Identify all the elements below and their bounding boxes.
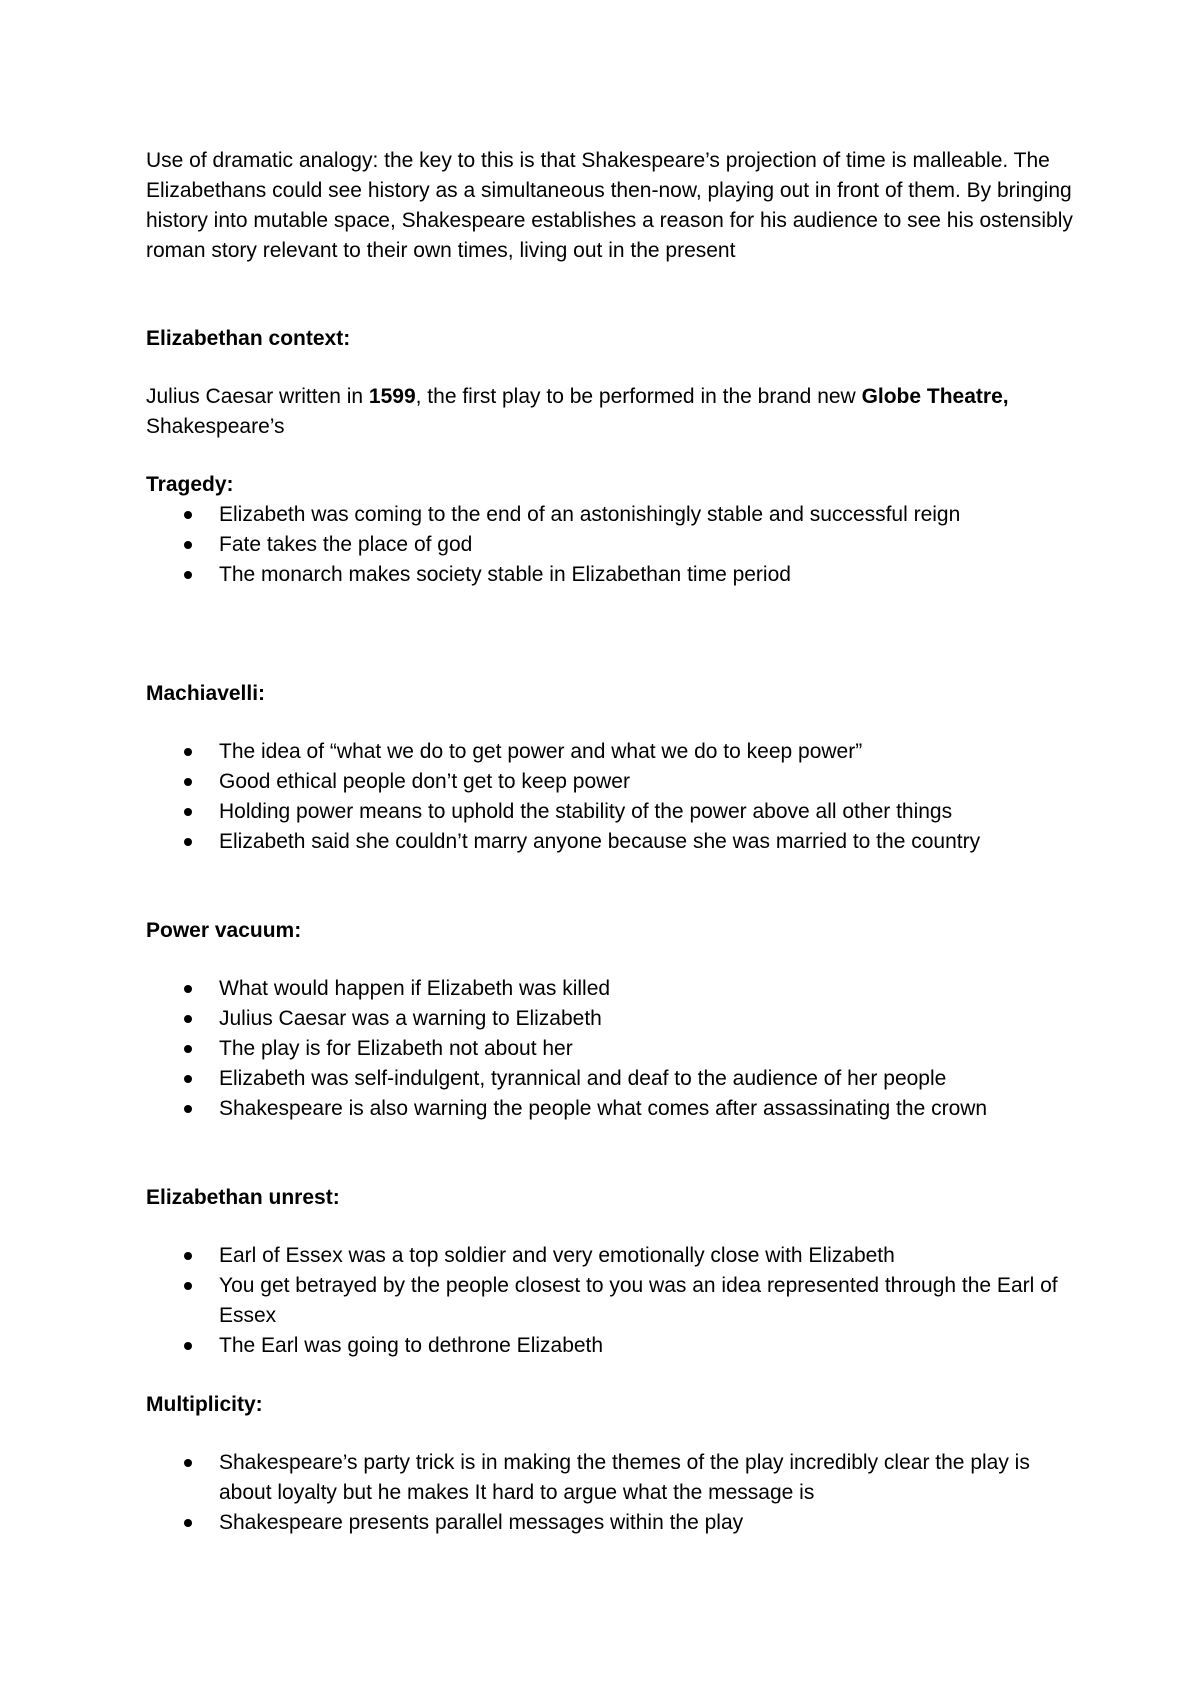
unrest-list xyxy=(146,1241,1076,1361)
bullet-icon xyxy=(184,1252,192,1260)
list-item xyxy=(146,827,1076,857)
list-item xyxy=(146,1331,1076,1361)
list-item-text: The monarch makes society stable in Elizabethan time period xyxy=(219,563,791,586)
heading-power-vacuum: Power vacuum: xyxy=(146,919,302,942)
bullet-icon xyxy=(184,808,192,816)
bullet-icon xyxy=(184,1105,192,1113)
list-item xyxy=(146,797,1076,827)
list-item-text: What would happen if Elizabeth was killed xyxy=(219,977,611,1000)
list-item-text: Elizabeth was self-indulgent, tyrannical and deaf to the audience of her people xyxy=(219,1067,947,1090)
bullet-icon xyxy=(184,1519,192,1527)
list-item xyxy=(146,1064,1076,1094)
multiplicity-list xyxy=(146,1448,1076,1538)
list-item-text: Shakespeare is also warning the people what comes after assassinating the crown xyxy=(219,1097,988,1120)
list-item-text: Earl of Essex was a top soldier and very emotionally close with Elizabeth xyxy=(219,1244,895,1267)
document-body xyxy=(146,146,1076,1538)
bullet-icon xyxy=(184,985,192,993)
list-item-text: You get betrayed by the people closest to you was an idea represented through the Earl of Essex xyxy=(219,1274,1058,1327)
list-item-text: The idea of “what we do to get power and what we do to keep power” xyxy=(219,740,863,763)
heading-elizabethan-context: Elizabethan context: xyxy=(146,327,351,350)
list-item xyxy=(146,974,1076,1004)
bullet-icon xyxy=(184,748,192,756)
list-item xyxy=(146,1271,1076,1331)
bullet-icon xyxy=(184,1459,192,1467)
list-item xyxy=(146,1508,1076,1538)
context-text-2: , the first play to be performed in the brand new xyxy=(415,385,862,408)
list-item-text: Elizabeth said she couldn’t marry anyone because she was married to the country xyxy=(219,830,981,853)
heading-machiavelli: Machiavelli: xyxy=(146,682,266,705)
list-item xyxy=(146,1004,1076,1034)
list-item-text: Good ethical people don’t get to keep power xyxy=(219,770,630,793)
list-item xyxy=(146,1241,1076,1271)
list-item xyxy=(146,530,1076,560)
list-item xyxy=(146,1448,1076,1508)
heading-multiplicity: Multiplicity: xyxy=(146,1393,263,1416)
list-item-text: Holding power means to uphold the stability of the power above all other things xyxy=(219,800,953,823)
context-text-3: , xyxy=(1002,385,1009,408)
bullet-icon xyxy=(184,511,192,519)
list-item-text: The play is for Elizabeth not about her xyxy=(219,1037,573,1060)
power-vacuum-list xyxy=(146,974,1076,1124)
bullet-icon xyxy=(184,778,192,786)
list-item-text: Elizabeth was coming to the end of an astonishingly stable and successful reign xyxy=(219,503,961,526)
bullet-icon xyxy=(184,1045,192,1053)
heading-elizabethan-unrest: Elizabethan unrest: xyxy=(146,1186,340,1209)
bullet-icon xyxy=(184,541,192,549)
list-item-text: Fate takes the place of god xyxy=(219,533,473,556)
list-item xyxy=(146,560,1076,590)
bullet-icon xyxy=(184,1282,192,1290)
list-item-text: Julius Caesar was a warning to Elizabeth xyxy=(219,1007,602,1030)
list-item xyxy=(146,500,1076,530)
context-paragraph xyxy=(146,382,1076,442)
list-item-text: Shakespeare presents parallel messages within the play xyxy=(219,1511,744,1534)
intro-paragraph: Use of dramatic analogy: the key to this is that Shakespeare’s projection of time is malleable. The Elizabethans could see history as a simultaneous then-now, playing out in front of them. By bringing history into mutable space, Shakespeare establishes a reason for his audience to see his ostensibly roman story relevant to their own times, living out in the present xyxy=(146,149,1073,262)
context-text-4: Shakespeare’s xyxy=(146,415,285,438)
heading-tragedy: Tragedy: xyxy=(146,473,234,496)
list-item xyxy=(146,767,1076,797)
bullet-icon xyxy=(184,1075,192,1083)
context-year: 1599 xyxy=(368,385,416,408)
list-item xyxy=(146,1094,1076,1124)
bullet-icon xyxy=(184,571,192,579)
list-item xyxy=(146,737,1076,767)
list-item-text: Shakespeare’s party trick is in making the themes of the play incredibly clear the play is about loyalty but he makes It hard to argue what the message is xyxy=(219,1451,1030,1504)
tragedy-list xyxy=(146,500,1076,590)
bullet-icon xyxy=(184,838,192,846)
context-theatre: Globe Theatre xyxy=(861,385,1003,408)
context-text-1: Julius Caesar written in xyxy=(146,385,369,408)
bullet-icon xyxy=(184,1015,192,1023)
machiavelli-list xyxy=(146,737,1076,857)
bullet-icon xyxy=(184,1342,192,1350)
list-item xyxy=(146,1034,1076,1064)
list-item-text: The Earl was going to dethrone Elizabeth xyxy=(219,1334,604,1357)
